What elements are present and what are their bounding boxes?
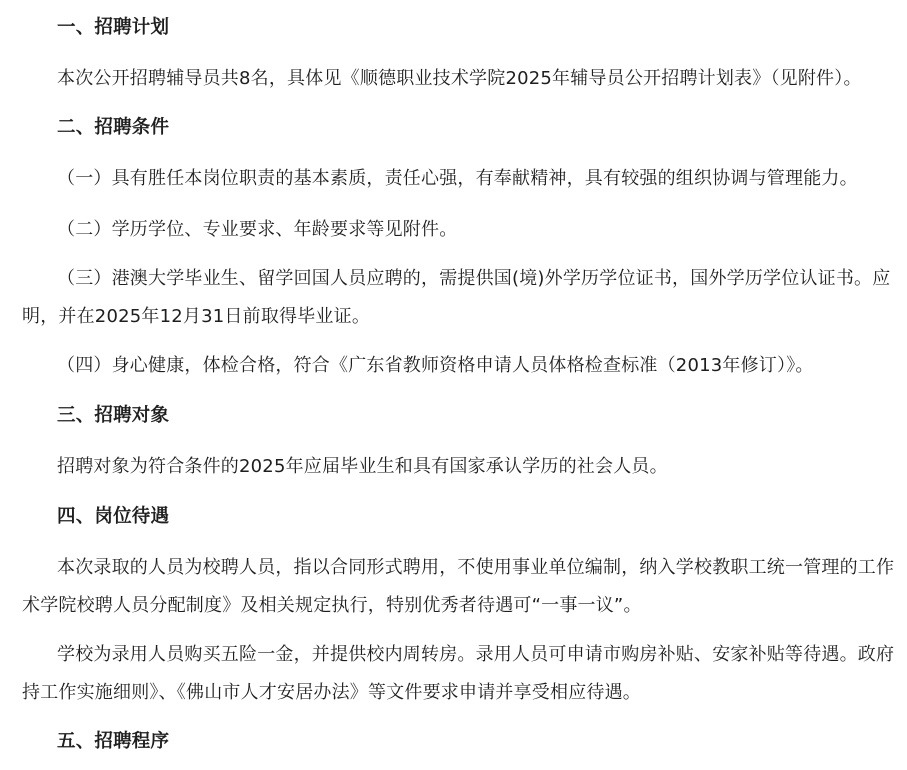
section-heading-2: 二、招聘条件 <box>57 117 170 138</box>
paragraph-treatment-2-line-1: 学校为录用人员购买五险一金，并提供校内周转房。录用人员可申请市购房补贴、安家补贴等待遇。政府 <box>57 644 895 665</box>
paragraph-condition-2: （二）学历学位、专业要求、年龄要求等见附件。 <box>57 219 458 240</box>
section-heading-4: 四、岗位待遇 <box>57 506 170 527</box>
section-heading-3: 三、招聘对象 <box>57 405 170 426</box>
section-heading-5: 五、招聘程序 <box>57 731 170 752</box>
paragraph-treatment-1-line-2: 术学院校聘人员分配制度》及相关规定执行，特别优秀者待遇可“一事一议”。 <box>22 595 642 616</box>
paragraph-recruitment-plan: 本次公开招聘辅导员共8名，具体见《顺德职业技术学院2025年辅导员公开招聘计划表》（见附件）。 <box>57 68 862 89</box>
paragraph-recruitment-target: 招聘对象为符合条件的2025年应届毕业生和具有国家承认学历的社会人员。 <box>57 456 668 477</box>
paragraph-condition-3-line-2: 明，并在2025年12月31日前取得毕业证。 <box>22 306 371 327</box>
paragraph-treatment-1-line-1: 本次录取的人员为校聘人员，指以合同形式聘用，不使用事业单位编制，纳入学校教职工统一管理的工作 <box>57 557 895 578</box>
paragraph-condition-4: （四）身心健康，体检合格，符合《广东省教师资格申请人员体格检查标准（2013年修订）》。 <box>57 355 814 376</box>
paragraph-condition-3-line-1: （三）港澳大学毕业生、留学回国人员应聘的，需提供国(境)外学历学位证书，国外学历学位认证书。应 <box>57 268 891 289</box>
section-heading-1: 一、招聘计划 <box>57 17 170 38</box>
paragraph-condition-1: （一）具有胜任本岗位职责的基本素质，责任心强，有奉献精神，具有较强的组织协调与管理能力。 <box>57 168 858 189</box>
paragraph-treatment-2-line-2: 持工作实施细则》、《佛山市人才安居办法》等文件要求申请并享受相应待遇。 <box>22 682 641 703</box>
